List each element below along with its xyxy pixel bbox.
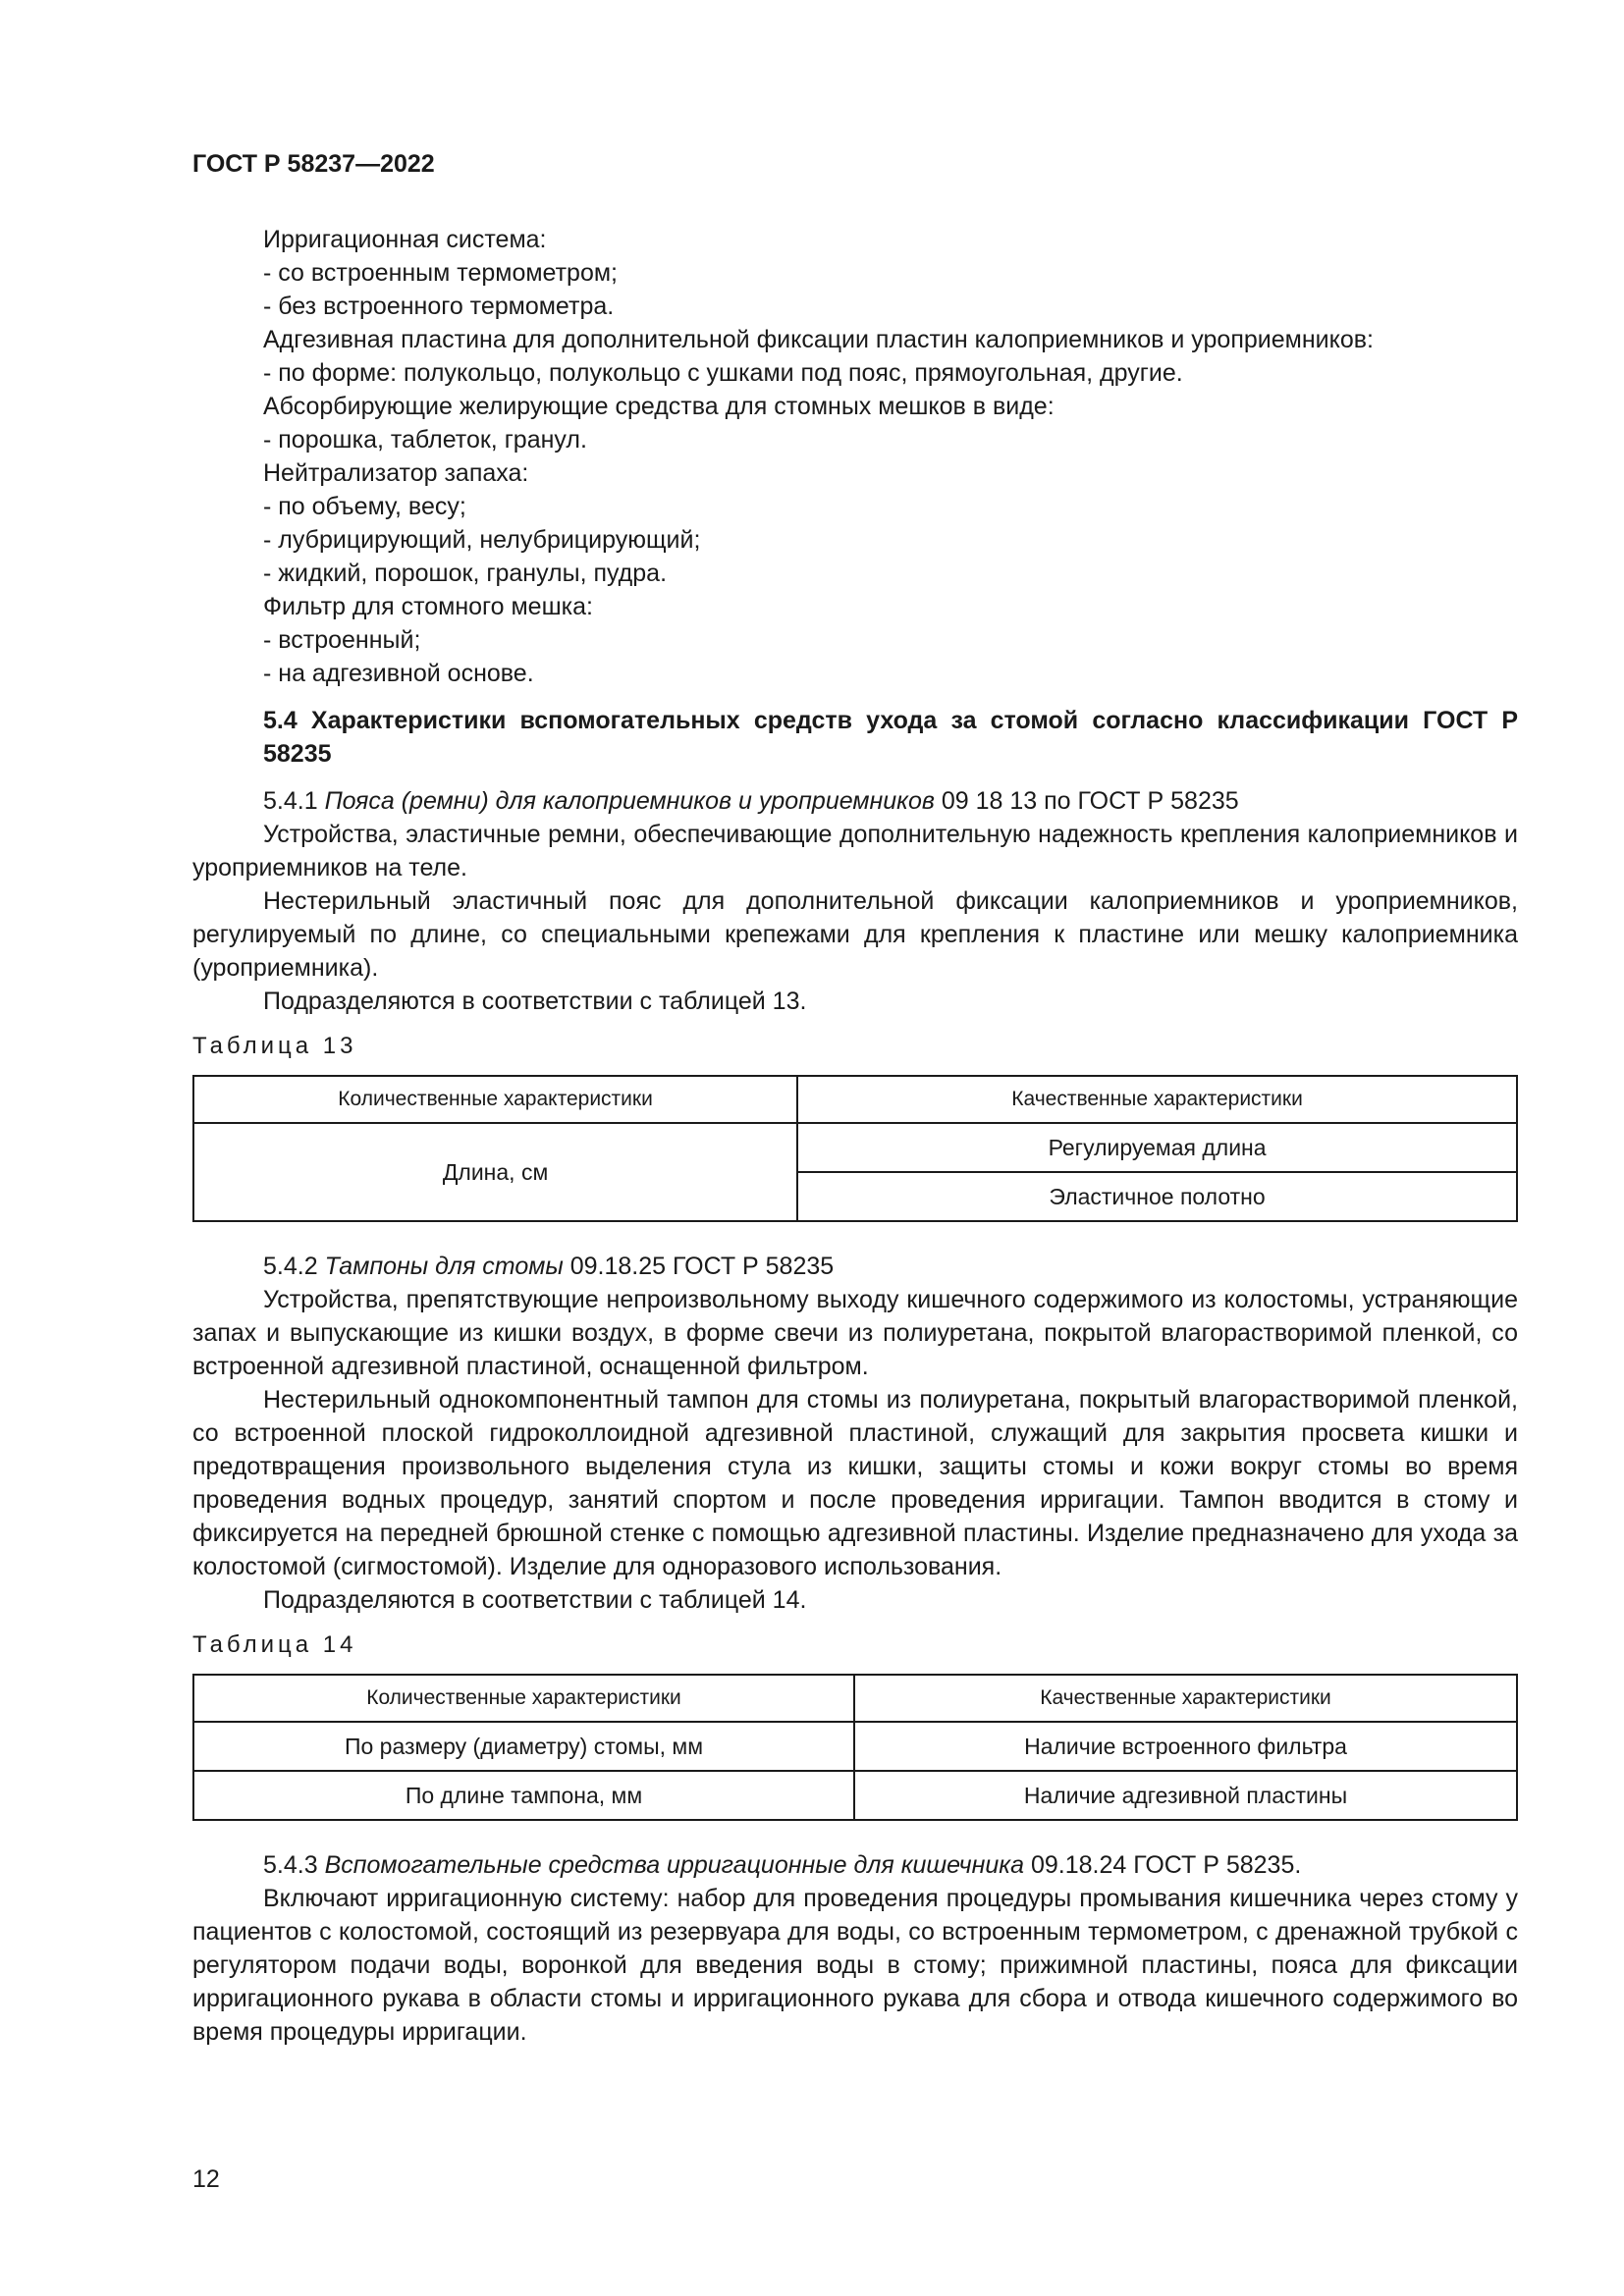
page-content	[192, 223, 1518, 2049]
subsection-reference: 09.18.24 ГОСТ Р 58235.	[1030, 1851, 1302, 1879]
table-14	[192, 1674, 1518, 1821]
subsection-heading	[192, 784, 1518, 818]
table-cell: Наличие встроенного фильтра	[854, 1722, 1517, 1771]
subsection-number: 5.4.1	[263, 787, 318, 815]
table-row	[193, 1722, 1517, 1771]
table-cell: По длине тампона, мм	[193, 1771, 854, 1820]
list-item: - со встроенным термометром;	[263, 259, 618, 287]
table-header-cell: Количественные характеристики	[193, 1675, 854, 1722]
intro-list	[192, 223, 1518, 690]
subsection-heading	[192, 1848, 1518, 1882]
table-cell: Наличие адгезивной пластины	[854, 1771, 1517, 1820]
subsection-title: Тампоны для стомы	[324, 1253, 564, 1280]
list-item: - лубрицирующий, нелубрицирующий;	[263, 526, 701, 554]
list-item: - встроенный;	[263, 626, 421, 654]
table-cell: Длина, см	[193, 1123, 797, 1221]
list-heading: Абсорбирующие желирующие средства для стомных мешков в виде:	[263, 393, 1055, 420]
subsection-title: Вспомогательные средства ирригационные для кишечника	[324, 1851, 1024, 1879]
table-header-cell: Качественные характеристики	[797, 1076, 1517, 1123]
page-number: 12	[192, 2165, 220, 2193]
document-code-header: ГОСТ Р 58237—2022	[192, 150, 435, 178]
paragraph: Нестерильный эластичный пояс для дополнительной фиксации калоприемников и уроприемников, регулируемый по длине, со специальными крепежами для крепления к пластине или мешку калоприемника (уроприемника).	[192, 887, 1518, 982]
table-header-row	[193, 1076, 1517, 1123]
table-header-row	[193, 1675, 1517, 1722]
list-heading: Адгезивная пластина для дополнительной фиксации пластин калоприемников и уроприемников:	[263, 326, 1374, 353]
subsection-title: Пояса (ремни) для калоприемников и уроприемников	[324, 787, 935, 815]
paragraph: Устройства, эластичные ремни, обеспечивающие дополнительную надежность крепления калоприемников и уроприемников на теле.	[192, 821, 1518, 881]
list-item: - по форме: полукольцо, полукольцо с ушками под пояс, прямоугольная, другие.	[263, 359, 1183, 387]
list-item: - на адгезивной основе.	[263, 660, 534, 687]
list-item: - жидкий, порошок, гранулы, пудра.	[263, 560, 668, 587]
table-caption: Таблица 14	[192, 1631, 357, 1658]
table-cell: По размеру (диаметру) стомы, мм	[193, 1722, 854, 1771]
list-heading: Ирригационная система:	[263, 226, 547, 253]
list-heading: Фильтр для стомного мешка:	[263, 593, 593, 620]
paragraph: Устройства, препятствующие непроизвольному выходу кишечного содержимого из колостомы, устраняющие запах и выпускающие из кишки воздух, в форме свечи из полиуретана, покрытой влагорастворимой пленкой, со встроенной адгезивной пластиной, оснащенной фильтром.	[192, 1286, 1518, 1380]
table-row	[193, 1771, 1517, 1820]
subsection-heading	[192, 1250, 1518, 1283]
section-title: 5.4 Характеристики вспомогательных средств ухода за стомой согласно классификации ГОСТ Р 58235	[263, 707, 1518, 768]
paragraph: Подразделяются в соответствии с таблицей 14.	[263, 1586, 807, 1614]
table-caption: Таблица 13	[192, 1033, 357, 1059]
table-header-cell: Количественные характеристики	[193, 1076, 797, 1123]
subsection-reference: 09.18.25 ГОСТ Р 58235	[569, 1253, 835, 1280]
subsection-number: 5.4.2	[263, 1253, 318, 1280]
table-header-cell: Качественные характеристики	[854, 1675, 1517, 1722]
list-item: - порошка, таблеток, гранул.	[263, 426, 587, 454]
table-13	[192, 1075, 1518, 1222]
list-item: - без встроенного термометра.	[263, 293, 615, 320]
table-cell: Эластичное полотно	[797, 1172, 1517, 1221]
list-heading: Нейтрализатор запаха:	[263, 459, 529, 487]
paragraph: Нестерильный однокомпонентный тампон для стомы из полиуретана, покрытый влагорастворимой пленкой, со встроенной плоской гидроколлоидной адгезивной пластиной, служащий для закрытия просвета кишки и предотвращения произвольного выделения стула из кишки, защиты стомы и кожи вокруг стомы во время проведения водных процедур, занятий спортом и после проведения ирригации. Тампон вводится в стому и фиксируется на передней брюшной стенке с помощью адгезивной пластины. Изделие предназначено для ухода за колостомой (сигмостомой). Изделие для одноразового использования.	[192, 1386, 1518, 1580]
paragraph: Подразделяются в соответствии с таблицей 13.	[263, 988, 807, 1015]
table-cell: Регулируемая длина	[797, 1123, 1517, 1172]
list-item: - по объему, весу;	[263, 493, 466, 520]
subsection-reference: 09 18 13 по ГОСТ Р 58235	[941, 787, 1239, 815]
subsection-number: 5.4.3	[263, 1851, 318, 1879]
paragraph: Включают ирригационную систему: набор для проведения процедуры промывания кишечника через стому у пациентов с колостомой, состоящий из резервуара для воды, со встроенным термометром, с дренажной трубкой с регулятором подачи воды, воронкой для введения воды в стому; прижимной пластины, пояса для фиксации ирригационного рукава в области стомы и ирригационного рукава для сбора и отвода кишечного содержимого во время процедуры ирригации.	[192, 1885, 1518, 2046]
table-row	[193, 1123, 1517, 1172]
